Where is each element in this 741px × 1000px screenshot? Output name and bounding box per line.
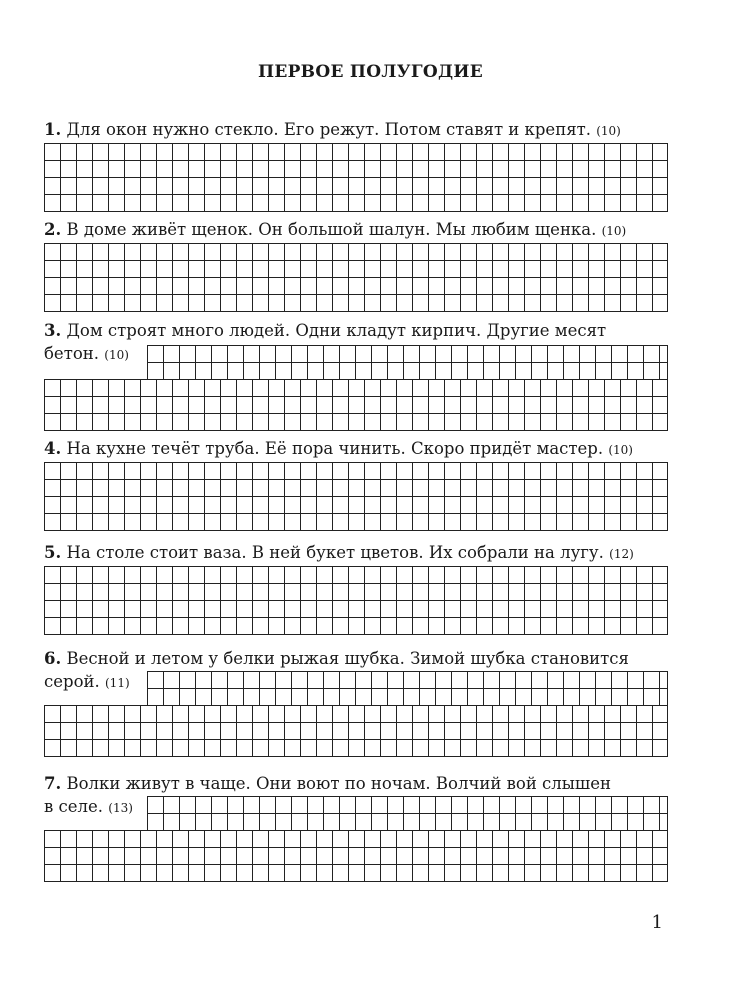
writing-grid-7b[interactable] — [44, 830, 668, 882]
exercise-3-text-continued — [44, 344, 129, 365]
exercise-4-text — [44, 439, 633, 460]
writing-grid-3a[interactable] — [147, 345, 668, 380]
exercise-1-text — [44, 120, 621, 141]
word-count: (10) — [104, 348, 129, 362]
writing-grid-2[interactable] — [44, 243, 668, 312]
exercise-number: 1. — [44, 120, 62, 139]
page-title: ПЕРВОЕ ПОЛУГОДИЕ — [257, 62, 484, 82]
exercise-3-text — [44, 321, 606, 341]
exercise-sentence: На столе стоит ваза. В ней букет цветов. Их собрали на лугу. — [66, 543, 604, 562]
exercise-sentence: Весной и летом у белки рыжая шубка. Зимой шубка становится — [66, 649, 629, 668]
word-count: (13) — [108, 801, 133, 815]
exercise-sentence-end: бетон. — [44, 344, 100, 363]
exercise-sentence: Волки живут в чаще. Они воют по ночам. Волчий вой слышен — [66, 774, 612, 793]
exercise-sentence: Дом строят много людей. Одни кладут кирпич. Другие месят — [66, 321, 607, 340]
word-count: (10) — [596, 124, 621, 138]
exercise-5-text — [44, 543, 634, 564]
exercise-sentence-end: в селе. — [44, 797, 104, 816]
exercise-sentence: В доме живёт щенок. Он большой шалун. Мы любим щенка. — [66, 220, 597, 239]
word-count: (12) — [609, 547, 634, 561]
exercise-6-text — [44, 649, 629, 669]
exercise-sentence: Для окон нужно стекло. Его режут. Потом ставят и крепят. — [66, 120, 591, 139]
writing-grid-6b[interactable] — [44, 705, 668, 757]
exercise-number: 3. — [44, 321, 62, 340]
exercise-sentence: На кухне течёт труба. Её пора чинить. Скоро придёт мастер. — [66, 439, 604, 458]
word-count: (11) — [105, 676, 130, 690]
exercise-number: 4. — [44, 439, 62, 458]
writing-grid-1[interactable] — [44, 143, 668, 212]
exercise-number: 5. — [44, 543, 62, 562]
page-number: 1 — [651, 912, 663, 933]
exercise-sentence-end: серой. — [44, 672, 100, 691]
writing-grid-6a[interactable] — [147, 671, 668, 706]
exercise-6-text-continued — [44, 672, 130, 693]
exercise-7-text-continued — [44, 797, 133, 818]
writing-grid-7a[interactable] — [147, 796, 668, 831]
exercise-2-text — [44, 220, 626, 241]
exercise-number: 2. — [44, 220, 62, 239]
exercise-number: 7. — [44, 774, 62, 793]
writing-grid-3b[interactable] — [44, 379, 668, 431]
writing-grid-4[interactable] — [44, 462, 668, 531]
exercise-7-text — [44, 774, 611, 794]
writing-grid-5[interactable] — [44, 566, 668, 635]
word-count: (10) — [601, 224, 627, 238]
exercise-number: 6. — [44, 649, 62, 668]
word-count: (10) — [608, 443, 633, 457]
